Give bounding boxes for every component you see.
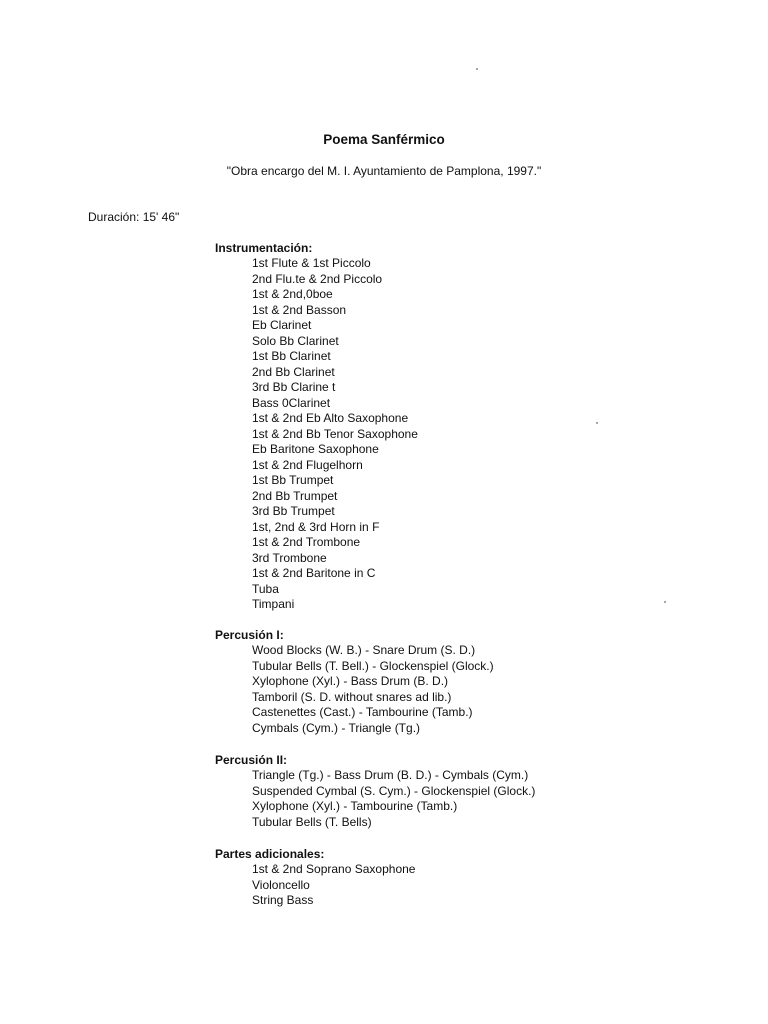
instrument-list xyxy=(215,768,535,830)
list-item: 1st & 2nd Soprano Saxophone xyxy=(252,862,416,876)
list-item: 3rd Bb Clarine t xyxy=(252,380,336,394)
page-subtitle: "Obra encargo del M. I. Ayuntamiento de Pamplona, 1997." xyxy=(226,164,542,178)
list-item: 1st & 2nd Eb Alto Saxophone xyxy=(252,411,409,425)
section-heading: Percusión II: xyxy=(215,753,288,767)
section-heading: Partes adicionales: xyxy=(215,847,325,861)
scan-speck xyxy=(476,68,478,70)
list-item: 1st & 2nd Flugelhorn xyxy=(252,457,363,472)
list-item: Cymbals (Cym.) - Triangle (Tg.) xyxy=(252,720,421,735)
list-item: 1st & 2nd Baritone in C xyxy=(252,566,376,580)
section-heading: Percusión I: xyxy=(215,628,284,642)
list-item: Tubular Bells (T. Bells) xyxy=(252,814,372,829)
list-item: Bass 0Clarinet xyxy=(252,395,331,410)
list-item: Xylophone (Xyl.) - Bass Drum (B. D.) xyxy=(252,674,449,688)
list-item: Tubular Bells (T. Bell.) - Glockenspiel (Glock.) xyxy=(252,658,494,673)
list-item: Tamboril (S. D. without snares ad lib.) xyxy=(252,689,452,704)
list-item: Xylophone (Xyl.) - Tambourine (Tamb.) xyxy=(252,799,458,813)
instrument-list xyxy=(215,643,494,736)
list-item: 1st & 2nd Bb Tenor Saxophone xyxy=(252,426,418,441)
list-item: Timpani xyxy=(252,597,295,611)
list-item: 2nd Bb Trumpet xyxy=(252,488,338,503)
list-item: 1st & 2nd Trombone xyxy=(252,535,361,549)
list-item: 2nd Bb Clarinet xyxy=(252,364,335,379)
list-item: String Bass xyxy=(252,893,314,907)
list-item: Wood Blocks (W. B.) - Snare Drum (S. D.) xyxy=(252,643,476,657)
list-item: 1st & 2nd Basson xyxy=(252,302,347,317)
instrument-list xyxy=(215,862,415,909)
list-item: 3rd Bb Trumpet xyxy=(252,504,335,518)
list-item: Solo Bb Clarinet xyxy=(252,333,339,348)
page-title: Poema Sanférmico xyxy=(323,132,445,147)
list-item: Tuba xyxy=(252,581,279,596)
list-item: Eb Clarinet xyxy=(252,318,312,332)
list-item: 3rd Trombone xyxy=(252,550,327,565)
list-item: 1st Bb Trumpet xyxy=(252,473,334,487)
list-item: 1st & 2nd,0boe xyxy=(252,287,333,301)
instrument-list xyxy=(215,256,418,613)
list-item: Suspended Cymbal (S. Cym.) - Glockenspiel (Glock.) xyxy=(252,783,536,798)
duration-label: Duración: 15' 46" xyxy=(88,210,180,224)
list-item: Eb Baritone Saxophone xyxy=(252,442,379,456)
list-item: Violoncello xyxy=(252,877,310,892)
section-partes-adicionales xyxy=(215,846,415,909)
list-item: Castenettes (Cast.) - Tambourine (Tamb.) xyxy=(252,705,473,719)
list-item: 1st Bb Clarinet xyxy=(252,349,331,363)
section-percusion-2 xyxy=(215,752,535,830)
scan-speck xyxy=(596,422,598,424)
scan-speck xyxy=(664,601,666,603)
section-heading: Instrumentación: xyxy=(215,241,313,255)
list-item: 2nd Flu.te & 2nd Piccolo xyxy=(252,271,383,286)
list-item: Triangle (Tg.) - Bass Drum (B. D.) - Cymbals (Cym.) xyxy=(252,768,529,782)
section-percusion-1 xyxy=(215,627,494,736)
section-instrumentacion xyxy=(215,240,418,613)
list-item: 1st, 2nd & 3rd Horn in F xyxy=(252,519,380,534)
list-item: 1st Flute & 1st Piccolo xyxy=(252,256,371,270)
